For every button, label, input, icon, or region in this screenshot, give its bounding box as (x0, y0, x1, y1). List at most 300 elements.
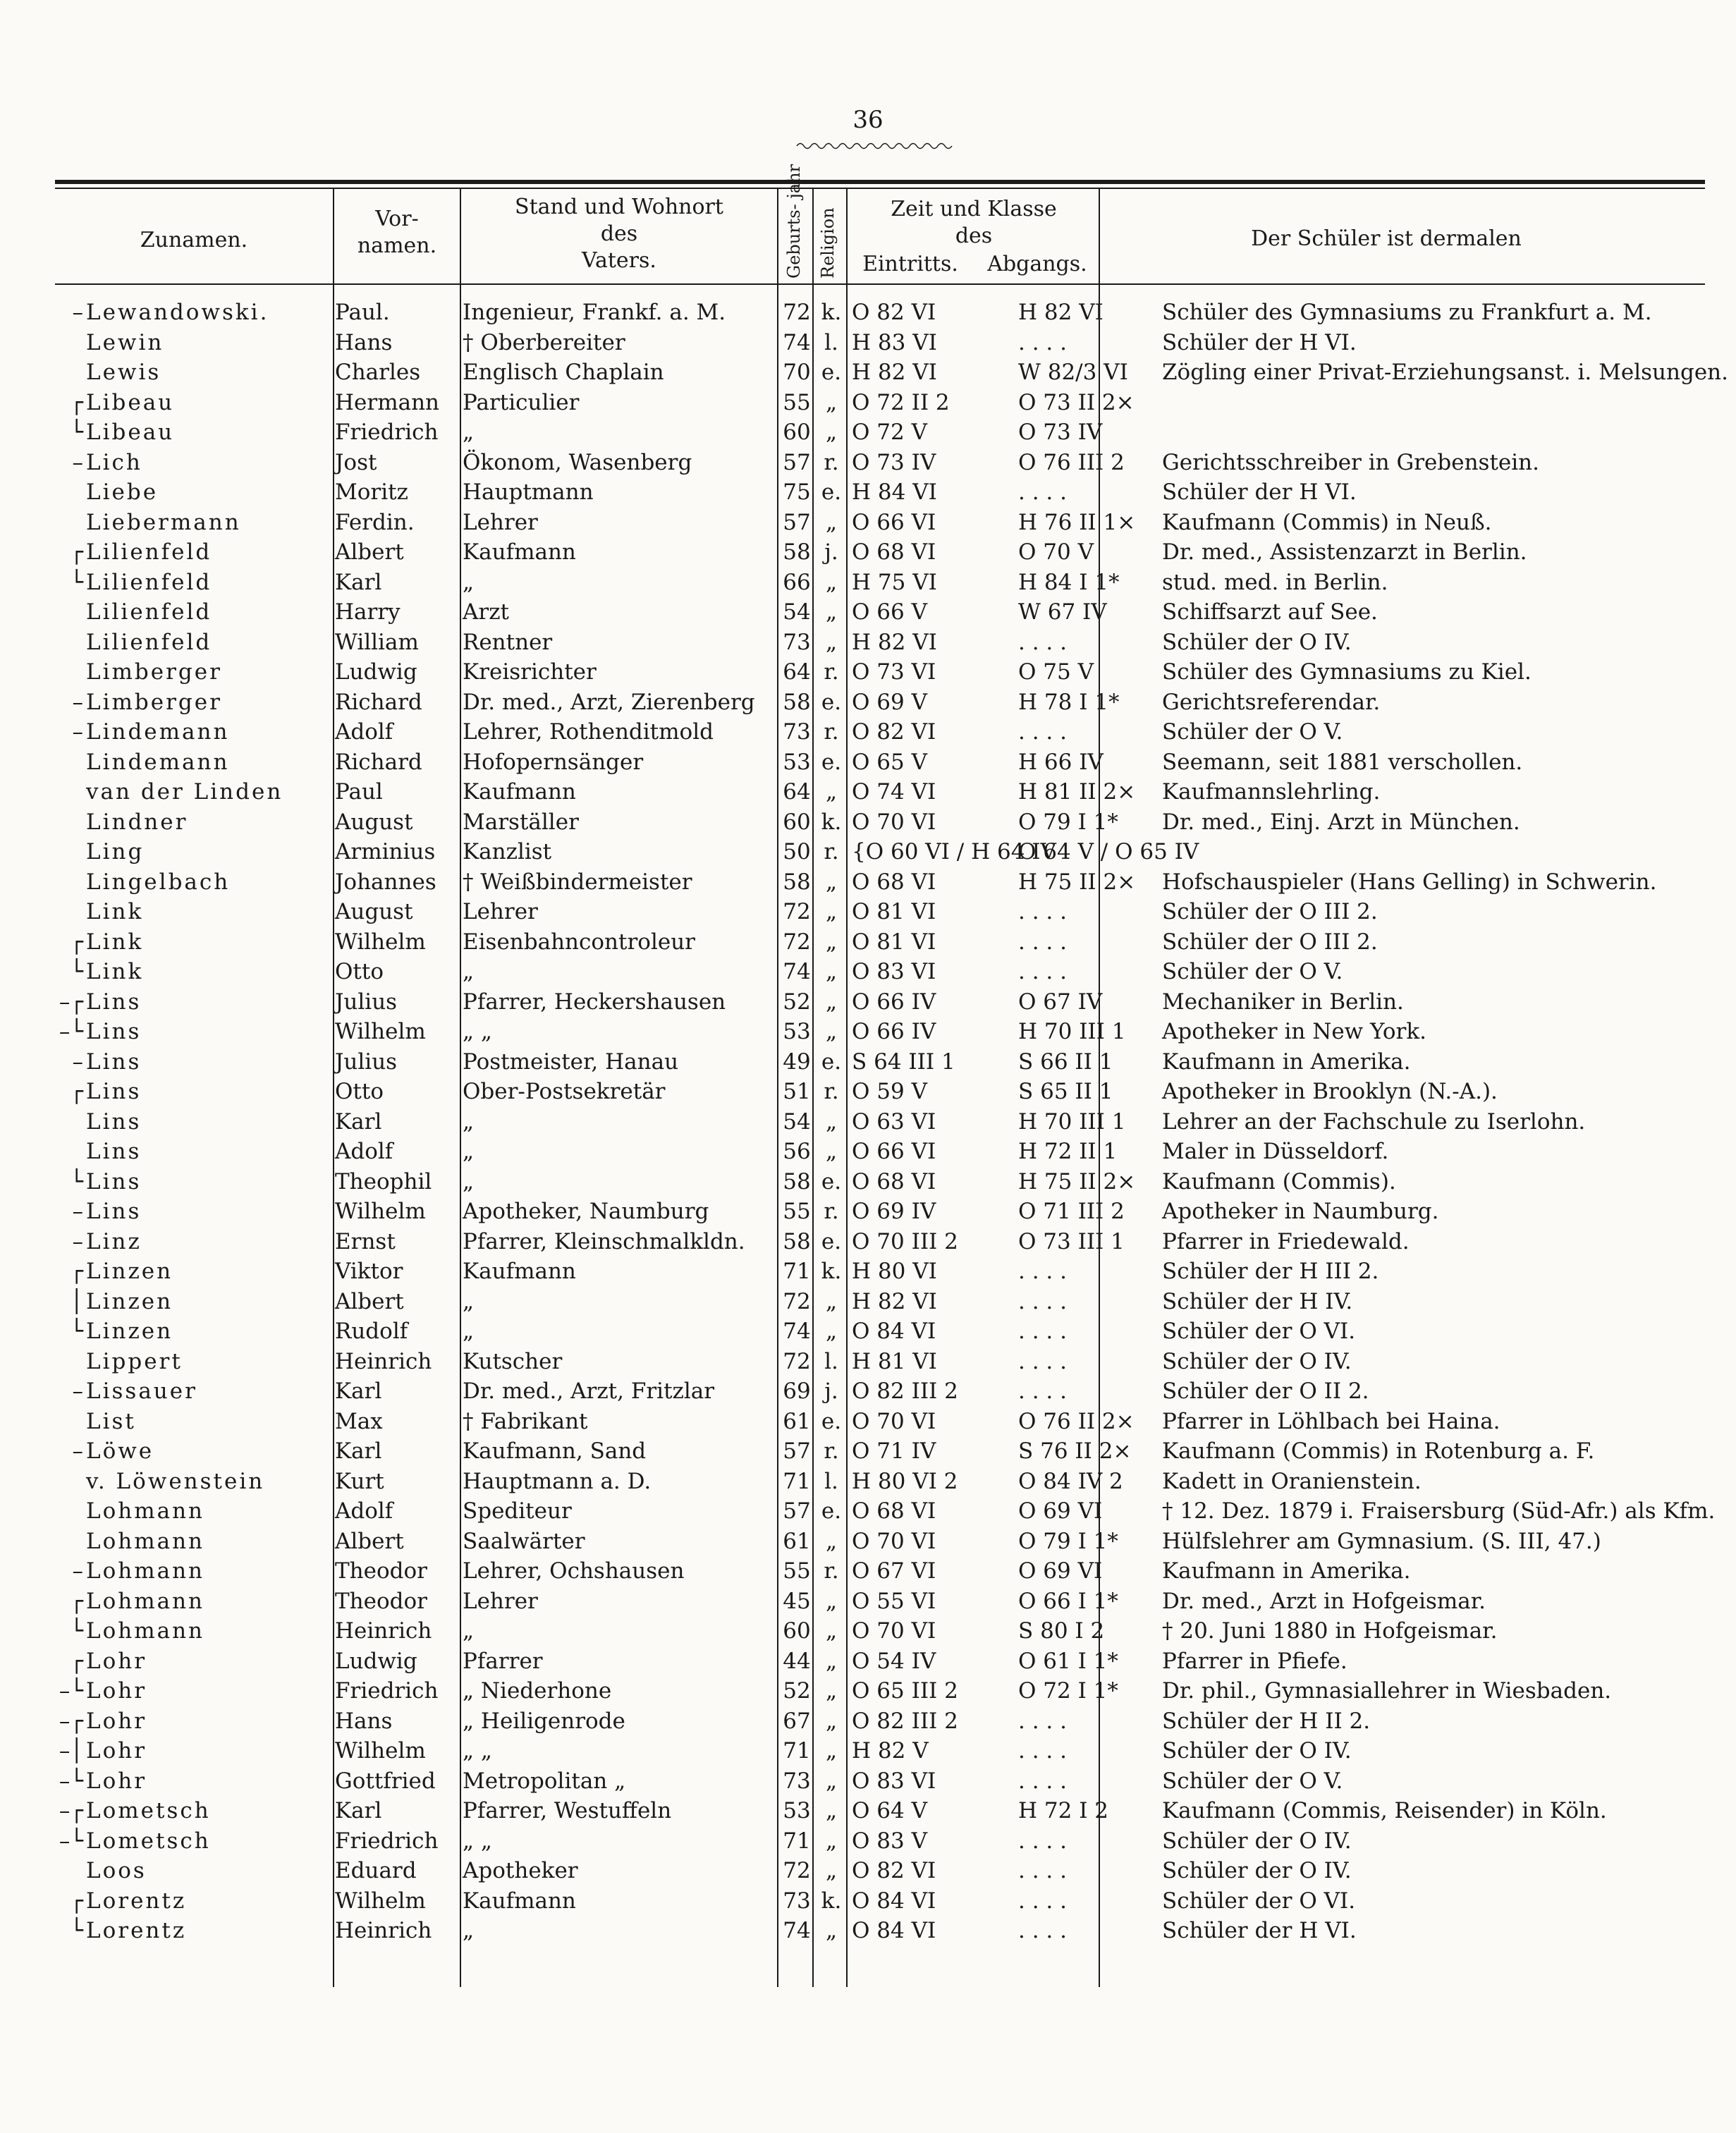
cell-first: Kurt (335, 1468, 384, 1494)
cell-rel: e. (821, 1168, 842, 1194)
table-row (55, 1107, 1705, 1137)
header-birth-year: Geburts- jahr (784, 164, 804, 279)
cell-year: 61 (783, 1528, 811, 1554)
table-row (55, 388, 1705, 418)
cell-surname: Lohr (86, 1738, 147, 1764)
cell-ein: O 66 IV (852, 1019, 936, 1044)
cell-stand: Lehrer (463, 509, 538, 535)
cell-ab: O 67 IV (1018, 989, 1103, 1015)
cell-rel: r. (824, 1438, 839, 1464)
cell-mark: – (72, 1379, 83, 1404)
cell-rel: „ (825, 1828, 838, 1854)
cell-first: Julius (335, 1049, 398, 1075)
cell-surname: Limberger (86, 689, 222, 715)
cell-first: Julius (335, 989, 398, 1015)
cell-ein: O 84 VI (852, 1888, 936, 1914)
cell-ab: H 75 II 2× (1018, 1168, 1136, 1194)
cell-stand: „ „ (463, 1019, 492, 1044)
cell-ab: H 84 I 1* (1018, 569, 1120, 595)
cell-rel: l. (824, 1468, 838, 1494)
cell-rel: „ (825, 509, 838, 535)
cell-first: Karl (335, 1798, 382, 1823)
cell-first: Karl (335, 1108, 382, 1135)
table-row (55, 1376, 1705, 1407)
cell-dermal: Kaufmann (Commis, Reisender) in Köln. (1162, 1798, 1607, 1823)
cell-ab: O 84 IV 2 (1018, 1468, 1123, 1494)
cell-stand: „ (463, 1618, 475, 1644)
cell-surname: Lohmann (86, 1528, 205, 1554)
cell-first: Eduard (335, 1858, 417, 1883)
cell-ein: O 70 VI (852, 1618, 936, 1644)
cell-ab: O 73 IV (1018, 420, 1103, 445)
cell-ein: O 66 VI (852, 509, 936, 535)
cell-first: Otto (335, 1079, 384, 1104)
table-row (55, 1587, 1705, 1617)
cell-dermal: Pfarrer in Friedewald. (1162, 1228, 1410, 1254)
cell-ab: H 76 II 1× (1018, 509, 1136, 535)
cell-stand: „ (463, 959, 475, 984)
cell-ab: . . . . (1018, 1288, 1067, 1314)
cell-rel: e. (821, 1498, 842, 1524)
cell-rel: „ (825, 1918, 838, 1943)
cell-year: 60 (783, 1618, 811, 1644)
cell-stand: Hofopernsänger (463, 749, 644, 775)
cell-ab: S 65 II 1 (1018, 1079, 1113, 1104)
cell-stand: † Weißbindermeister (463, 869, 692, 895)
table-row (55, 1527, 1705, 1557)
cell-surname: Lohmann (86, 1588, 205, 1614)
cell-dermal: Dr. med., Assistenzarzt in Berlin. (1162, 539, 1527, 565)
table-row (55, 1916, 1705, 1946)
cell-stand: Kutscher (463, 1348, 563, 1374)
cell-dermal: Hülfslehrer am Gymnasium. (S. III, 47.) (1162, 1528, 1601, 1554)
cell-surname: Lewin (86, 329, 164, 355)
table-row (55, 987, 1705, 1017)
cell-rel: „ (825, 1738, 838, 1764)
cell-ein: O 68 VI (852, 1498, 936, 1524)
cell-surname: List (86, 1408, 136, 1434)
cell-year: 55 (783, 1199, 811, 1224)
cell-surname: Lilienfeld (86, 569, 212, 595)
cell-year: 61 (783, 1408, 811, 1434)
cell-dermal: Schüler der H IV. (1162, 1288, 1353, 1314)
table-row (55, 717, 1705, 747)
cell-dermal: Schüler der O V. (1162, 719, 1343, 745)
cell-rel: „ (825, 1768, 838, 1794)
cell-year: 72 (783, 929, 811, 955)
cell-rel: k. (821, 300, 842, 325)
cell-ab: O 76 III 2 (1018, 449, 1125, 475)
cell-first: Heinrich (335, 1918, 432, 1943)
cell-ein: O 70 VI (852, 809, 936, 835)
cell-ein: H 82 VI (852, 360, 937, 385)
cell-surname: Lins (86, 1199, 142, 1224)
cell-first: Gottfried (335, 1768, 436, 1794)
cell-year: 51 (783, 1079, 811, 1104)
cell-rel: e. (821, 1049, 842, 1075)
cell-ein: O 81 VI (852, 899, 936, 924)
cell-stand: † Fabrikant (463, 1408, 588, 1434)
cell-rel: r. (824, 1199, 839, 1224)
cell-ab: O 79 I 1* (1018, 809, 1118, 835)
cell-stand: Lehrer, Ochshausen (463, 1558, 685, 1584)
cell-dermal: † 12. Dez. 1879 i. Fraisersburg (Süd-Afr.) als Kfm. (1162, 1498, 1716, 1524)
table-row (55, 1167, 1705, 1197)
cell-first: Wilhelm (335, 929, 426, 955)
cell-stand: Kaufmann (463, 539, 576, 565)
cell-rel: „ (825, 869, 838, 895)
cell-surname: Lins (86, 1108, 142, 1135)
cell-ein: H 82 V (852, 1738, 929, 1764)
cell-dermal: Schüler der O VI. (1162, 1888, 1356, 1914)
cell-year: 72 (783, 1348, 811, 1374)
cell-rel: r. (824, 1079, 839, 1104)
cell-rel: „ (825, 929, 838, 955)
table-row (55, 628, 1705, 658)
cell-surname: Lohr (86, 1678, 147, 1704)
cell-mark: – (72, 449, 83, 475)
cell-first: Harry (335, 599, 401, 625)
cell-mark: – (72, 300, 83, 325)
cell-surname: Lohr (86, 1648, 147, 1674)
cell-first: Wilhelm (335, 1888, 426, 1914)
cell-year: 52 (783, 989, 811, 1015)
cell-surname: Liebermann (86, 509, 241, 535)
table-row (55, 1436, 1705, 1467)
table-row (55, 1257, 1705, 1287)
cell-ein: O 70 III 2 (852, 1228, 958, 1254)
cell-year: 57 (783, 449, 811, 475)
cell-mark: └ (70, 959, 83, 984)
table-row (55, 657, 1705, 687)
table-row (55, 867, 1705, 898)
cell-rel: „ (825, 989, 838, 1015)
cell-surname: v. Löwenstein (86, 1468, 265, 1494)
cell-year: 74 (783, 959, 811, 984)
table-row (55, 568, 1705, 598)
cell-stand: Lehrer (463, 899, 538, 924)
cell-stand: Kanzlist (463, 839, 552, 864)
cell-surname: Lohmann (86, 1618, 205, 1644)
cell-ein: O 84 VI (852, 1918, 936, 1943)
cell-year: 55 (783, 389, 811, 415)
cell-ab: . . . . (1018, 1918, 1067, 1943)
table-row (55, 1676, 1705, 1706)
cell-ab: S 66 II 1 (1018, 1049, 1113, 1075)
cell-dermal: Gerichtsreferendar. (1162, 689, 1381, 715)
cell-year: 53 (783, 749, 811, 775)
cell-first: Heinrich (335, 1618, 432, 1644)
cell-ab: . . . . (1018, 1259, 1067, 1284)
cell-rel: „ (825, 1019, 838, 1044)
cell-rel: „ (825, 1139, 838, 1164)
header-dermalen: Der Schüler ist dermalen (1251, 226, 1522, 251)
cell-surname: Loos (86, 1858, 147, 1883)
cell-stand: Dr. med., Arzt, Fritzlar (463, 1379, 715, 1404)
cell-ein: O 81 VI (852, 929, 936, 955)
header-rule (55, 283, 1705, 285)
cell-rel: „ (825, 899, 838, 924)
cell-surname: Lewandowski. (86, 300, 269, 325)
cell-year: 60 (783, 420, 811, 445)
cell-mark: └ (70, 569, 83, 595)
cell-year: 73 (783, 1768, 811, 1794)
cell-surname: Lohr (86, 1708, 147, 1734)
cell-rel: e. (821, 1228, 842, 1254)
cell-mark: └ (70, 1918, 83, 1943)
cell-mark: –┌ (59, 1708, 83, 1734)
cell-year: 70 (783, 360, 811, 385)
cell-stand: „ (463, 569, 475, 595)
cell-ab: H 78 I 1* (1018, 689, 1120, 715)
cell-ab: . . . . (1018, 719, 1067, 745)
table-row (55, 417, 1705, 448)
register-table (55, 298, 1728, 1946)
cell-mark: – (72, 1049, 83, 1075)
cell-ein: H 80 VI 2 (852, 1468, 958, 1494)
cell-stand: Pfarrer (463, 1648, 543, 1674)
table-row (55, 357, 1728, 388)
cell-ab: O 72 I 1* (1018, 1678, 1118, 1704)
table-row (55, 1826, 1705, 1857)
header-religion: Religion (818, 207, 838, 279)
cell-ein: O 82 VI (852, 300, 936, 325)
cell-stand: Kreisrichter (463, 659, 597, 685)
cell-first: Adolf (335, 1498, 393, 1524)
cell-rel: „ (825, 1319, 838, 1344)
cell-first: Theodor (335, 1588, 427, 1614)
cell-mark: ┌ (70, 1888, 83, 1914)
cell-ab: . . . . (1018, 1858, 1067, 1883)
cell-year: 58 (783, 869, 811, 895)
cell-ein: H 83 VI (852, 329, 937, 355)
cell-first: William (335, 629, 419, 655)
cell-year: 74 (783, 1319, 811, 1344)
cell-stand: Lehrer, Rothenditmold (463, 719, 714, 745)
table-row (55, 1646, 1705, 1677)
cell-ein: O 82 III 2 (852, 1708, 958, 1734)
cell-rel: e. (821, 479, 842, 505)
cell-stand: Eisenbahncontroleur (463, 929, 695, 955)
cell-ein: O 66 V (852, 599, 927, 625)
cell-ein: O 84 VI (852, 1319, 936, 1344)
cell-surname: Lins (86, 1168, 142, 1194)
cell-stand: Pfarrer, Kleinschmalkldn. (463, 1228, 745, 1254)
cell-ein: O 73 VI (852, 659, 936, 685)
table-row (55, 1467, 1705, 1497)
cell-surname: Linz (86, 1228, 142, 1254)
cell-rel: r. (824, 659, 839, 685)
cell-year: 74 (783, 329, 811, 355)
cell-stand: „ Niederhone (463, 1678, 612, 1704)
cell-stand: Kaufmann (463, 1888, 576, 1914)
cell-stand: „ (463, 1139, 475, 1164)
cell-dermal: Schüler der O II 2. (1162, 1379, 1369, 1404)
cell-stand: Kaufmann (463, 779, 576, 805)
cell-surname: Ling (86, 839, 145, 864)
cell-ab: O 76 II 2× (1018, 1408, 1135, 1434)
cell-mark: –└ (59, 1019, 83, 1044)
table-row (55, 807, 1705, 838)
cell-surname: Liebe (86, 479, 159, 505)
cell-stand: „ Heiligenrode (463, 1708, 625, 1734)
cell-year: 57 (783, 1498, 811, 1524)
cell-ab: O 73 II 2× (1018, 389, 1135, 415)
cell-mark: ┌ (70, 539, 83, 565)
cell-ab: . . . . (1018, 1768, 1067, 1794)
cell-year: 49 (783, 1049, 811, 1075)
cell-rel: „ (825, 959, 838, 984)
cell-year: 72 (783, 1288, 811, 1314)
cell-first: August (335, 809, 413, 835)
cell-dermal: Apotheker in Naumburg. (1162, 1199, 1439, 1224)
cell-ein: H 82 VI (852, 629, 937, 655)
cell-dermal: Schüler der O IV. (1162, 1858, 1352, 1883)
table-row (55, 1886, 1705, 1917)
cell-year: 57 (783, 1438, 811, 1464)
cell-stand: Rentner (463, 629, 553, 655)
cell-dermal: Kaufmann in Amerika. (1162, 1558, 1411, 1584)
cell-ein: O 73 IV (852, 449, 936, 475)
cell-dermal: Schüler der H III 2. (1162, 1259, 1379, 1284)
cell-dermal: Dr. phil., Gymnasiallehrer in Wiesbaden. (1162, 1678, 1612, 1704)
cell-ein: O 72 II 2 (852, 389, 950, 415)
cell-year: 73 (783, 1888, 811, 1914)
cell-first: Paul. (335, 300, 390, 325)
cell-rel: e. (821, 1408, 842, 1434)
cell-surname: Lindemann (86, 749, 230, 775)
cell-ab: H 70 III 1 (1018, 1108, 1126, 1135)
cell-surname: Link (86, 929, 144, 955)
cell-surname: Lins (86, 1079, 142, 1104)
cell-dermal: Schüler des Gymnasiums zu Kiel. (1162, 659, 1532, 685)
cell-first: Richard (335, 689, 422, 715)
cell-year: 58 (783, 1228, 811, 1254)
table-row (55, 1496, 1716, 1527)
cell-ab: S 80 I 2 (1018, 1618, 1105, 1644)
cell-year: 75 (783, 479, 811, 505)
cell-stand: „ (463, 1288, 475, 1314)
cell-ein: O 67 VI (852, 1558, 936, 1584)
cell-first: Wilhelm (335, 1019, 426, 1044)
table-row (55, 1047, 1705, 1077)
cell-first: Albert (335, 1288, 404, 1314)
cell-year: 58 (783, 689, 811, 715)
cell-dermal: Schüler der H II 2. (1162, 1708, 1371, 1734)
cell-first: Adolf (335, 1139, 393, 1164)
cell-year: 54 (783, 599, 811, 625)
cell-ab: O 75 V (1018, 659, 1094, 685)
cell-dermal: Kaufmann (Commis). (1162, 1168, 1396, 1194)
cell-surname: Lewis (86, 360, 161, 385)
cell-ab: W 67 IV (1018, 599, 1107, 625)
cell-mark: ┌ (70, 1079, 83, 1104)
cell-dermal: Lehrer an der Fachschule zu Iserlohn. (1162, 1108, 1586, 1135)
cell-dermal: Kaufmann (Commis) in Rotenburg a. F. (1162, 1438, 1595, 1464)
cell-dermal: Kaufmannslehrling. (1162, 779, 1381, 805)
cell-dermal: Schüler der O IV. (1162, 1828, 1352, 1854)
cell-stand: Englisch Chaplain (463, 360, 664, 385)
cell-dermal: † 20. Juni 1880 in Hofgeismar. (1162, 1618, 1498, 1644)
page-number: 36 (852, 106, 884, 134)
cell-first: Friedrich (335, 1678, 439, 1704)
cell-ein: O 55 VI (852, 1588, 936, 1614)
cell-ab: O 70 V (1018, 539, 1094, 565)
cell-rel: „ (825, 569, 838, 595)
table-row (55, 837, 1705, 867)
cell-rel: j. (824, 1379, 838, 1404)
cell-stand: Arzt (463, 599, 509, 625)
cell-first: Ernst (335, 1228, 396, 1254)
cell-rel: „ (825, 629, 838, 655)
cell-stand: Ober-Postsekretär (463, 1079, 666, 1104)
cell-year: 69 (783, 1379, 811, 1404)
table-row (55, 1287, 1705, 1317)
cell-rel: „ (825, 1618, 838, 1644)
cell-rel: e. (821, 689, 842, 715)
cell-surname: Lindner (86, 809, 188, 835)
cell-year: 58 (783, 1168, 811, 1194)
cell-surname: Link (86, 899, 144, 924)
cell-stand: „ (463, 1108, 475, 1135)
cell-ab: . . . . (1018, 1738, 1067, 1764)
cell-first: Ludwig (335, 659, 417, 685)
cell-rel: l. (824, 329, 838, 355)
cell-dermal: stud. med. in Berlin. (1162, 569, 1388, 595)
cell-year: 72 (783, 300, 811, 325)
cell-rel: k. (821, 1259, 842, 1284)
cell-rel: r. (824, 1558, 839, 1584)
cell-first: Heinrich (335, 1348, 432, 1374)
cell-mark: –┌ (59, 989, 83, 1015)
cell-mark: – (72, 1438, 83, 1464)
cell-stand: „ (463, 420, 475, 445)
cell-ein: O 71 IV (852, 1438, 936, 1464)
cell-surname: Lissauer (86, 1379, 197, 1404)
cell-mark: └ (70, 420, 83, 445)
cell-ein: O 65 V (852, 749, 927, 775)
cell-first: Albert (335, 539, 404, 565)
cell-year: 67 (783, 1708, 811, 1734)
cell-ab: H 81 II 2× (1018, 779, 1136, 805)
cell-dermal: Schüler der O IV. (1162, 1738, 1352, 1764)
cell-year: 71 (783, 1738, 811, 1764)
header-first-name: Vor- namen. (357, 207, 437, 258)
cell-surname: Limberger (86, 659, 222, 685)
cell-surname: Lilienfeld (86, 539, 212, 565)
table-row (55, 477, 1705, 508)
cell-ein: O 66 VI (852, 1139, 936, 1164)
cell-ein: O 66 IV (852, 989, 936, 1015)
cell-ab: . . . . (1018, 1828, 1067, 1854)
cell-ab: . . . . (1018, 1379, 1067, 1404)
table-row (55, 1316, 1705, 1347)
cell-ein: S 64 III 1 (852, 1049, 955, 1075)
cell-mark: └ (70, 1618, 83, 1644)
cell-surname: Linzen (86, 1288, 173, 1314)
cell-surname: Lohr (86, 1768, 147, 1794)
cell-mark: ┌ (70, 1588, 83, 1614)
cell-first: Ludwig (335, 1648, 417, 1674)
cell-first: Max (335, 1408, 383, 1434)
cell-stand: Apotheker (463, 1858, 578, 1883)
cell-rel: „ (825, 1708, 838, 1734)
cell-year: 72 (783, 899, 811, 924)
cell-surname: Libeau (86, 389, 175, 415)
cell-dermal: Schiffsarzt auf See. (1162, 599, 1378, 625)
table-row (55, 597, 1705, 628)
ornament-wave (797, 141, 952, 151)
